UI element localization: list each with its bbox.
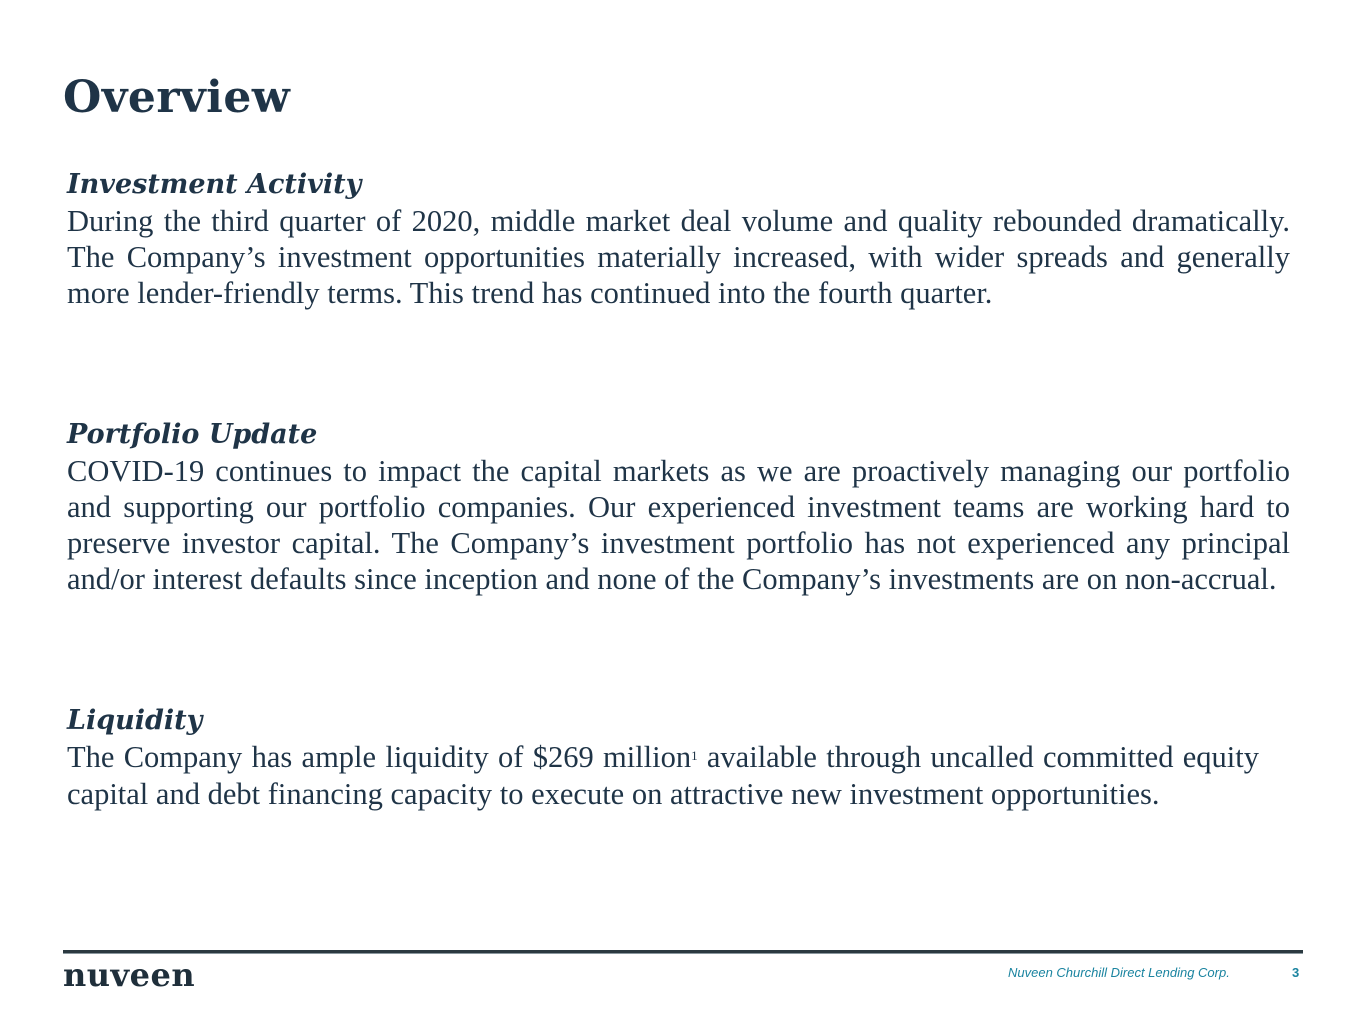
footer-divider	[63, 950, 1303, 954]
body-text: The Company has ample liquidity of $269 million	[67, 740, 692, 774]
section-heading: Liquidity	[67, 705, 203, 736]
footnote-marker: 1	[691, 748, 698, 763]
section-body: During the third quarter of 2020, middle market deal volume and quality rebounded dramatically. The Company’s investment opportunities materially increased, with wider spreads and generally more lender-friendly terms. This trend has continued into the fourth quarter.	[67, 204, 1290, 310]
section-liquidity	[67, 703, 1259, 813]
body-text: available through uncalled committed equity capital and debt financing capacity to execute on attractive new investment opportunities.	[67, 740, 1259, 811]
section-portfolio-update	[67, 417, 1290, 597]
page-number: 3	[1292, 965, 1300, 980]
section-body	[67, 739, 1259, 813]
section-heading: Portfolio Update	[67, 419, 318, 450]
section-body: COVID-19 continues to impact the capital markets as we are proactively managing our portfolio and supporting our portfolio companies. Our experienced investment teams are working hard to preserve investor capital. The Company’s investment portfolio has not experienced any principal and/or interest defaults since inception and none of the Company’s investments are on non-accrual.	[67, 454, 1290, 596]
section-investment-activity	[67, 167, 1290, 311]
page-title: Overview	[63, 72, 291, 123]
nuveen-logo: nuveen	[63, 956, 196, 994]
footer-company-name: Nuveen Churchill Direct Lending Corp.	[1008, 965, 1230, 980]
section-heading: Investment Activity	[67, 169, 362, 200]
